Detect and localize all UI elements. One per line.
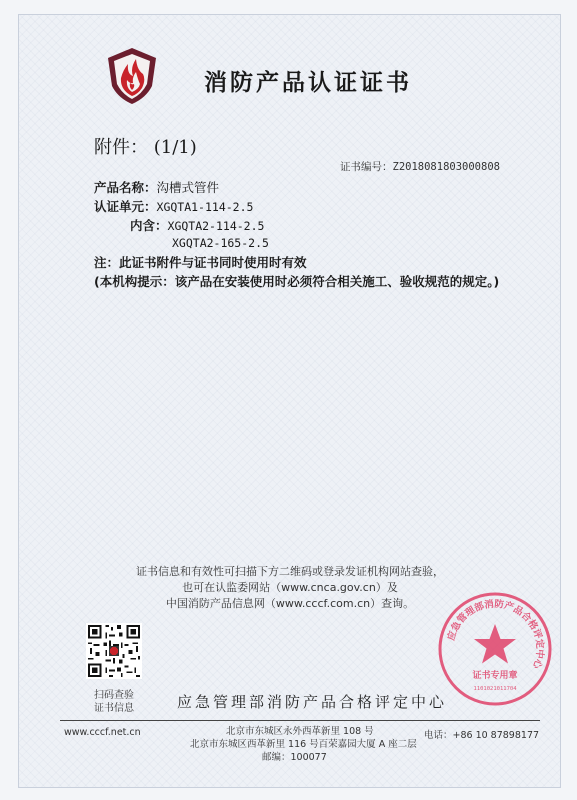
unit-row <box>94 197 253 215</box>
svg-text:1101021011704: 1101021011704 <box>473 686 517 692</box>
official-seal-icon <box>436 590 554 708</box>
qr-caption-2: 证书信息 <box>94 703 134 714</box>
includes-value-1: XGQTA2-114-2.5 <box>167 219 265 233</box>
verification-line-3: 中国消防产品信息网（www.cccf.com.cn）查询。 <box>165 597 415 610</box>
product-name-label: 产品名称： <box>94 180 157 195</box>
footer-website[interactable]: www.cccf.net.cn <box>64 727 141 738</box>
product-name-row <box>94 178 219 196</box>
footer-postcode: 邮编：100077 <box>262 752 327 763</box>
footer-address-2: 北京市东城区西革新里 116 号百荣嘉园大厦 A 座二层 <box>190 739 417 750</box>
note-validity: 注：此证书附件与证书同时使用时有效 <box>94 255 307 270</box>
attachment-pages: (1/1) <box>153 137 197 158</box>
footer-address-1: 北京市东城区永外西革新里 108 号 <box>226 726 374 737</box>
page-title: 消防产品认证证书 <box>204 70 412 96</box>
includes-row-2 <box>172 235 269 250</box>
includes-row <box>130 216 264 234</box>
attachment-label <box>94 133 197 159</box>
issuer-name: 应急管理部消防产品合格评定中心 <box>177 693 448 711</box>
footer-phone: 电话：+86 10 87898177 <box>424 730 540 741</box>
verification-line-1: 证书信息和有效性可扫描下方二维码或登录发证机构网站查验， <box>136 565 444 578</box>
fire-logo-icon <box>106 46 158 106</box>
includes-value-2: XGQTA2-165-2.5 <box>172 236 269 250</box>
includes-label: 内含： <box>130 218 168 233</box>
unit-label: 认证单元： <box>94 199 157 214</box>
svg-text:应急管理部消防产品合格评定中心: 应急管理部消防产品合格评定中心 <box>445 598 546 671</box>
qr-code-icon[interactable] <box>86 623 142 679</box>
qr-caption-1: 扫码查验 <box>94 690 134 701</box>
certificate-number: 证书编号：Z2018081803000808 <box>340 161 500 173</box>
svg-text:证书专用章: 证书专用章 <box>472 671 518 681</box>
note-reminder: (本机构提示：该产品在安装使用时必须符合相关施工、验收规范的规定。) <box>94 274 500 289</box>
attachment-label-text: 附件： <box>94 137 148 158</box>
unit-value: XGQTA1-114-2.5 <box>156 200 254 214</box>
verification-line-2: 也可在认监委网站（www.cnca.gov.cn）及 <box>182 581 398 594</box>
footer-divider <box>60 720 540 721</box>
product-name-value: 沟槽式管件 <box>156 180 220 195</box>
